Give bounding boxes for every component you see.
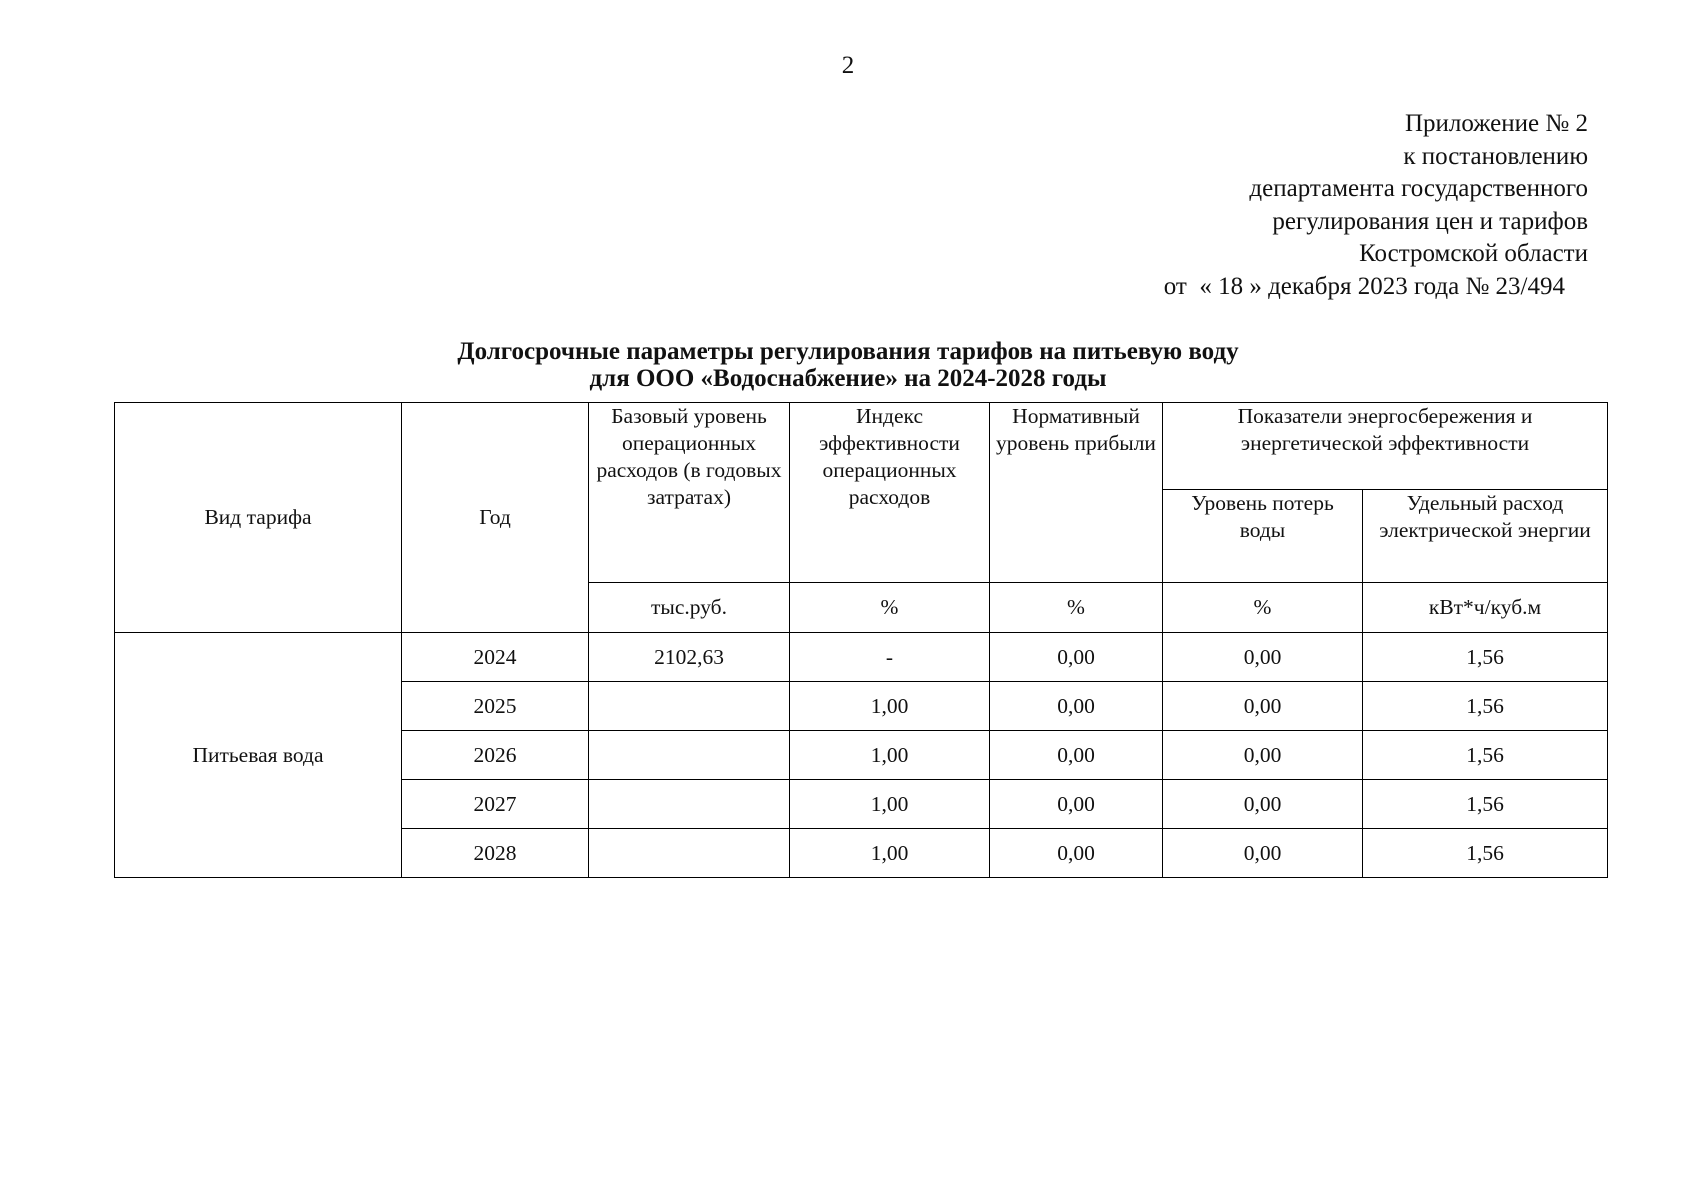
document-title xyxy=(0,338,1696,392)
profit-level-cell: 0,00 xyxy=(990,780,1163,829)
unit-water-loss: % xyxy=(1163,583,1363,633)
tariff-name-cell: Питьевая вода xyxy=(115,633,402,878)
unit-base-opex: тыс.руб. xyxy=(589,583,790,633)
header-energy-group: Показатели энергосбережения и энергетической эффективности xyxy=(1163,403,1608,490)
efficiency-index-cell: 1,00 xyxy=(790,780,990,829)
efficiency-index-cell: 1,00 xyxy=(790,829,990,878)
appendix-line: к постановлению xyxy=(1403,142,1588,170)
tariff-parameters-table xyxy=(114,402,1608,878)
electricity-use-cell: 1,56 xyxy=(1363,633,1608,682)
profit-level-cell: 0,00 xyxy=(990,682,1163,731)
base-opex-cell xyxy=(589,731,790,780)
header-tariff-type: Вид тарифа xyxy=(115,403,402,633)
electricity-use-cell: 1,56 xyxy=(1363,682,1608,731)
appendix-line: Костромской области xyxy=(1359,240,1588,267)
header-year: Год xyxy=(402,403,589,633)
profit-level-cell: 0,00 xyxy=(990,829,1163,878)
year-cell: 2024 xyxy=(402,633,589,682)
efficiency-index-cell: - xyxy=(790,633,990,682)
appendix-line: Приложение № 2 xyxy=(1404,110,1588,137)
year-cell: 2026 xyxy=(402,731,589,780)
water-loss-cell: 0,00 xyxy=(1163,829,1363,878)
base-opex-cell xyxy=(589,780,790,829)
appendix-line: регулирования цен и тарифов xyxy=(1272,207,1588,235)
unit-electricity-use: кВт*ч/куб.м xyxy=(1363,583,1608,633)
efficiency-index-cell: 1,00 xyxy=(790,682,990,731)
year-cell: 2025 xyxy=(402,682,589,731)
header-profit-level: Нормативный уровень прибыли xyxy=(990,403,1163,583)
unit-efficiency-index: % xyxy=(790,583,990,633)
appendix-date-line: от « 18 » декабря 2023 года № 23/494 xyxy=(1163,272,1565,300)
year-cell: 2027 xyxy=(402,780,589,829)
title-line: для ООО «Водоснабжение» на 2024-2028 годы xyxy=(589,365,1107,392)
water-loss-cell: 0,00 xyxy=(1163,780,1363,829)
electricity-use-cell: 1,56 xyxy=(1363,780,1608,829)
profit-level-cell: 0,00 xyxy=(990,731,1163,780)
electricity-use-cell: 1,56 xyxy=(1363,829,1608,878)
page-number: 2 xyxy=(841,52,855,79)
header-base-opex: Базовый уровень операционных расходов (в годовых затратах) xyxy=(589,403,790,583)
year-cell: 2028 xyxy=(402,829,589,878)
efficiency-index-cell: 1,00 xyxy=(790,731,990,780)
header-efficiency-index: Индекс эффективности операционных расходов xyxy=(790,403,990,583)
base-opex-cell: 2102,63 xyxy=(589,633,790,682)
base-opex-cell xyxy=(589,682,790,731)
unit-profit-level: % xyxy=(990,583,1163,633)
appendix-line: департамента государственного xyxy=(1249,175,1588,202)
electricity-use-cell: 1,56 xyxy=(1363,731,1608,780)
water-loss-cell: 0,00 xyxy=(1163,731,1363,780)
appendix-block xyxy=(1164,108,1588,303)
header-electricity-use: Удельный расход электрической энергии xyxy=(1363,490,1608,583)
base-opex-cell xyxy=(589,829,790,878)
header-water-loss: Уровень потерь воды xyxy=(1163,490,1363,583)
water-loss-cell: 0,00 xyxy=(1163,682,1363,731)
title-line: Долгосрочные параметры регулирования тарифов на питьевую воду xyxy=(457,338,1239,365)
water-loss-cell: 0,00 xyxy=(1163,633,1363,682)
profit-level-cell: 0,00 xyxy=(990,633,1163,682)
table-row xyxy=(115,633,1608,682)
